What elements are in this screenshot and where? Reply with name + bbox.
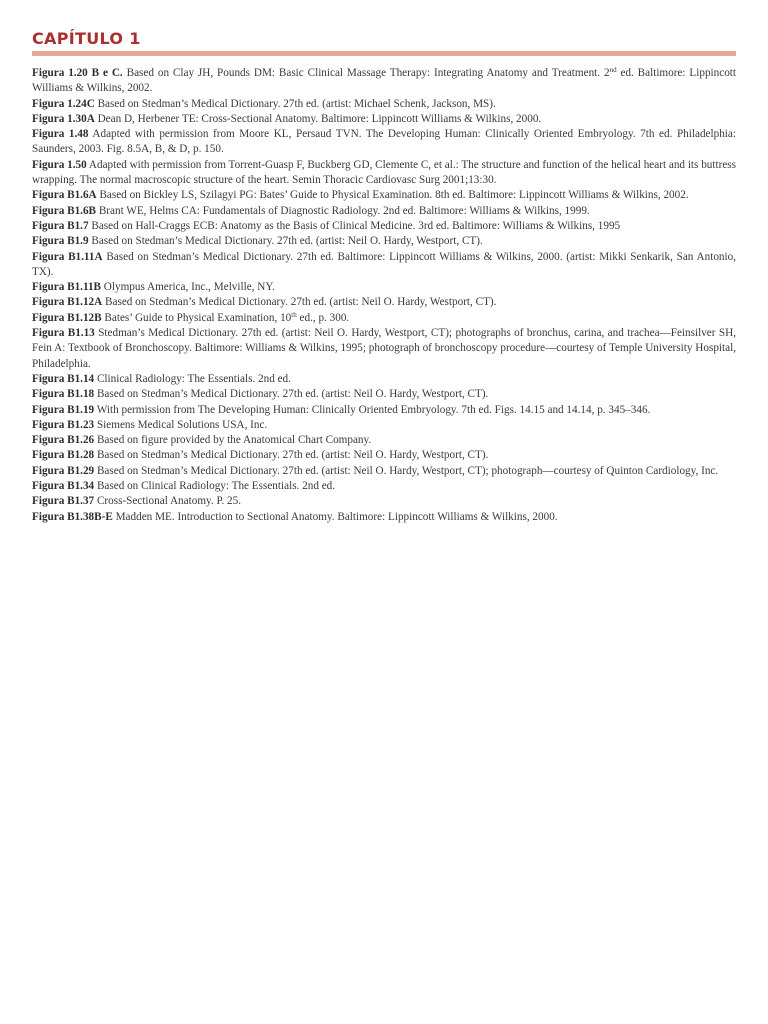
figure-label: Figura B1.38B-E: [32, 510, 113, 523]
credit-text: Brant WE, Helms CA: Fundamentals of Diagnostic Radiology. 2nd ed. Baltimore: Williams & Wilkins, 1999.: [98, 204, 590, 217]
credit-text: Siemens Medical Solutions USA, Inc.: [96, 418, 268, 431]
credit-text: Based on Stedman’s Medical Dictionary. 27th ed. (artist: Neil O. Hardy, Westport, CT); photograph—courtesy of Quinton Cardiology, Inc.: [96, 464, 719, 477]
credit-text-tail: ed. Baltimore: Lippincott Williams & Wilkins, 2002.: [32, 67, 737, 95]
figure-label: Figura B1.37: [32, 495, 95, 508]
credit-text: Olympus America, Inc., Melville, NY.: [103, 281, 275, 294]
credit-text: Based on Clay JH, Pounds DM: Basic Clinical Massage Therapy: Integrating Anatomy and Treatment. 2: [126, 67, 610, 79]
credit-text: Based on Stedman’s Medical Dictionary. 27th ed. (artist: Neil O. Hardy, Westport, CT).: [96, 449, 489, 462]
figure-label: Figura B1.26: [32, 434, 95, 447]
credit-entry: [32, 464, 736, 479]
credit-entry: [32, 479, 736, 494]
figure-label: Figura B1.11B: [32, 281, 101, 294]
credit-entry: [32, 219, 736, 234]
credit-entry: [32, 127, 736, 158]
credit-entry: [32, 510, 736, 525]
credit-entry: [32, 280, 736, 295]
figure-label: Figura B1.28: [32, 449, 95, 462]
credit-text: Clinical Radiology: The Essentials. 2nd ed.: [96, 372, 291, 385]
credit-text: Based on Clinical Radiology: The Essentials. 2nd ed.: [96, 480, 336, 493]
credit-text: Madden ME. Introduction to Sectional Anatomy. Baltimore: Lippincott Williams & Wilkins, 2000.: [115, 510, 558, 523]
figure-label: Figura B1.34: [32, 480, 95, 493]
title-rule: [32, 51, 736, 56]
credit-entry: [32, 112, 736, 127]
credit-text: Based on Stedman’s Medical Dictionary. 27th ed. (artist: Neil O. Hardy, Westport, CT).: [96, 388, 489, 401]
credit-entry: [32, 326, 736, 372]
credit-text: Bates’ Guide to Physical Examination, 10: [104, 311, 292, 324]
credit-text: Adapted with permission from Torrent-Guasp F, Buckberg GD, Clemente C, et al.: The structure and function of the helical heart and its buttress wrapping. The normal macroscopic structure of the heart. Semin Thoracic Cardiovasc Surg 2001;13:30.: [32, 158, 736, 187]
credit-text-tail: ed., p. 300.: [296, 311, 350, 324]
credit-entry: [32, 295, 736, 310]
credit-text: Based on figure provided by the Anatomical Chart Company.: [96, 434, 372, 447]
credit-entry: [32, 66, 736, 97]
figure-label: Figura B1.18: [32, 388, 95, 401]
credit-text: Dean D, Herbener TE: Cross-Sectional Anatomy. Baltimore: Lippincott Williams & Wilkins, 2000.: [97, 112, 542, 125]
credit-text: With permission from The Developing Human: Clinically Oriented Embryology. 7th ed. Figs. 14.15 and 14.14, p. 345–346.: [96, 403, 651, 416]
credit-entry: [32, 387, 736, 402]
credit-text: Adapted with permission from Moore KL, Persaud TVN. The Developing Human: Clinically Oriented Embryology. 7th ed. Philadelphia: Saunders, 2003. Fig. 8.5A, B, & D, p. 150.: [32, 128, 736, 156]
figure-label: Figura 1.20 B e C.: [32, 67, 123, 79]
figure-label: Figura 1.30A: [32, 112, 95, 125]
credit-text: Based on Stedman’s Medical Dictionary. 27th ed. Baltimore: Lippincott Williams & Wilkins, 2000. (artist: Mikki Senkarik, San Antonio, TX).: [32, 250, 737, 278]
credit-entry: [32, 97, 736, 112]
figure-label: Figura B1.6A: [32, 189, 97, 202]
credit-entry: [32, 204, 736, 219]
credit-text: Based on Stedman’s Medical Dictionary. 27th ed. (artist: Neil O. Hardy, Westport, CT).: [105, 296, 497, 309]
credit-text: Based on Hall-Craggs ECB: Anatomy as the Basis of Clinical Medicine. 3rd ed. Baltimore: Williams & Wilkins, 1995: [91, 219, 621, 232]
figure-label: Figura B1.12B: [32, 311, 102, 324]
credit-entry: [32, 234, 736, 249]
credit-entry: [32, 372, 736, 387]
superscript: nd: [609, 66, 617, 74]
credit-text: Cross-Sectional Anatomy. P. 25.: [96, 495, 242, 508]
credit-entry: [32, 494, 736, 509]
figure-label: Figura B1.19: [32, 403, 95, 416]
chapter-title: CAPÍTULO 1: [32, 29, 141, 48]
credit-entry: [32, 403, 736, 418]
figure-label: Figura B1.23: [32, 418, 95, 431]
superscript: th: [291, 310, 297, 319]
figure-label: Figura 1.48: [32, 128, 89, 141]
credit-entry: [32, 188, 736, 203]
credit-entry: [32, 448, 736, 463]
figure-label: Figura B1.7: [32, 219, 89, 232]
credit-text: Based on Stedman’s Medical Dictionary. 27th ed. (artist: Michael Schenk, Jackson, MS).: [97, 97, 496, 110]
figure-label: Figura 1.50: [32, 158, 87, 171]
credit-entry: [32, 433, 736, 448]
figure-label: Figura B1.11A: [32, 250, 103, 263]
figure-label: Figura B1.29: [32, 464, 95, 477]
credit-text: Based on Bickley LS, Szilagyi PG: Bates’ Guide to Physical Examination. 8th ed. Baltimore: Lippincott Williams & Wilkins, 2002.: [99, 189, 689, 202]
figure-label: Figura B1.9: [32, 235, 89, 248]
credit-text: Based on Stedman’s Medical Dictionary. 27th ed. (artist: Neil O. Hardy, Westport, CT).: [91, 235, 483, 248]
credit-entry: [32, 311, 736, 326]
figure-label: Figura B1.14: [32, 372, 95, 385]
figure-label: Figura 1.24C: [32, 97, 95, 110]
page: [32, 29, 736, 525]
credit-entry: [32, 418, 736, 433]
figure-label: Figura B1.12A: [32, 296, 103, 309]
credit-entry: [32, 158, 736, 189]
figure-label: Figura B1.13: [32, 327, 95, 340]
credit-entry: [32, 250, 736, 281]
figure-label: Figura B1.6B: [32, 204, 97, 217]
credit-text: Stedman’s Medical Dictionary. 27th ed. (artist: Neil O. Hardy, Westport, CT); photographs of bronchus, carina, and trachea—Feinsilver SH, Fein A: Textbook of Bronchoscopy. Baltimore: Williams & Wilkins, 1995; photograph of bronchoscopy procedure—courtesy of Temple University Hospital, Philadelphia.: [32, 327, 736, 370]
credits-list: [32, 66, 736, 525]
